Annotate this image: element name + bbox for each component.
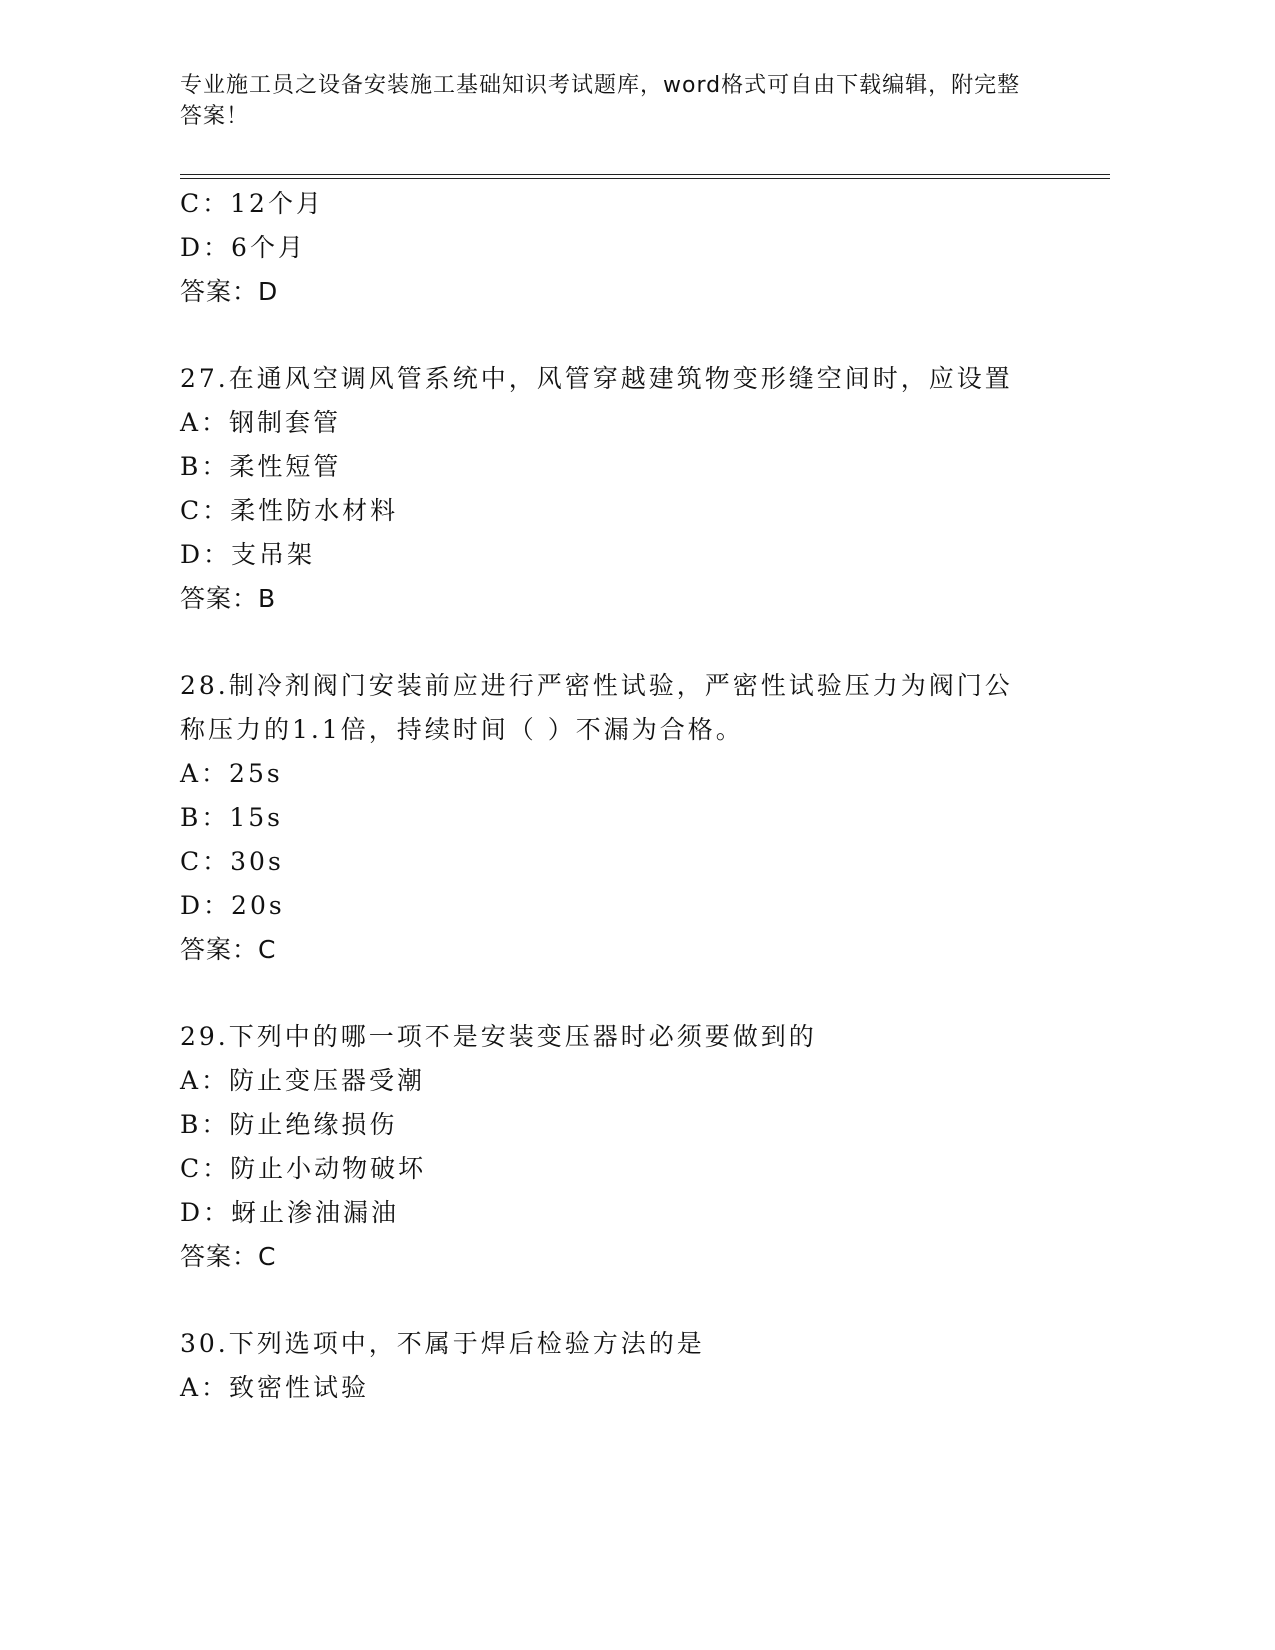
option-c: C：柔性防水材料 (180, 496, 399, 525)
option-a: A：防止变压器受潮 (180, 1066, 426, 1095)
option-c: C：30s (180, 847, 284, 876)
question-29 (180, 1015, 1110, 1279)
question-26-continued (180, 182, 1110, 314)
header-divider (180, 174, 1110, 179)
spacer (180, 314, 1110, 357)
option-d: D：蚜止渗油漏油 (180, 1198, 400, 1227)
answer: 答案：B (180, 584, 277, 613)
answer: 答案：C (180, 1242, 277, 1271)
question-27 (180, 357, 1110, 621)
question-text: 28.制冷剂阀门安装前应进行严密性试验，严密性试验压力为阀门公称压力的1.1倍，持续时间（ ）不漏为合格。 (180, 671, 1013, 744)
spacer (180, 621, 1110, 664)
option-d: D：支吊架 (180, 540, 316, 569)
option-c: C：防止小动物破坏 (180, 1154, 427, 1183)
question-text: 27.在通风空调风管系统中，风管穿越建筑物变形缝空间时，应设置 (180, 364, 1013, 393)
option-d: D：6个月 (180, 233, 306, 262)
answer: 答案：D (180, 277, 279, 306)
option-a: A：25s (180, 759, 283, 788)
option-c: C：12个月 (180, 189, 324, 218)
option-b: B：柔性短管 (180, 452, 342, 481)
question-text: 29.下列中的哪一项不是安装变压器时必须要做到的 (180, 1022, 817, 1051)
question-text: 30.下列选项中，不属于焊后检验方法的是 (180, 1329, 705, 1358)
question-list (180, 182, 1110, 1410)
spacer (180, 1279, 1110, 1322)
answer: 答案：C (180, 935, 277, 964)
question-28 (180, 664, 1110, 972)
document-header: 专业施工员之设备安装施工基础知识考试题库，word格式可自由下载编辑，附完整答案！ (180, 73, 1021, 129)
option-a: A：致密性试验 (180, 1373, 370, 1402)
option-a: A：钢制套管 (180, 408, 342, 437)
spacer (180, 972, 1110, 1015)
question-30 (180, 1322, 1110, 1410)
option-d: D：20s (180, 891, 285, 920)
option-b: B：15s (180, 803, 284, 832)
option-b: B：防止绝缘损伤 (180, 1110, 398, 1139)
